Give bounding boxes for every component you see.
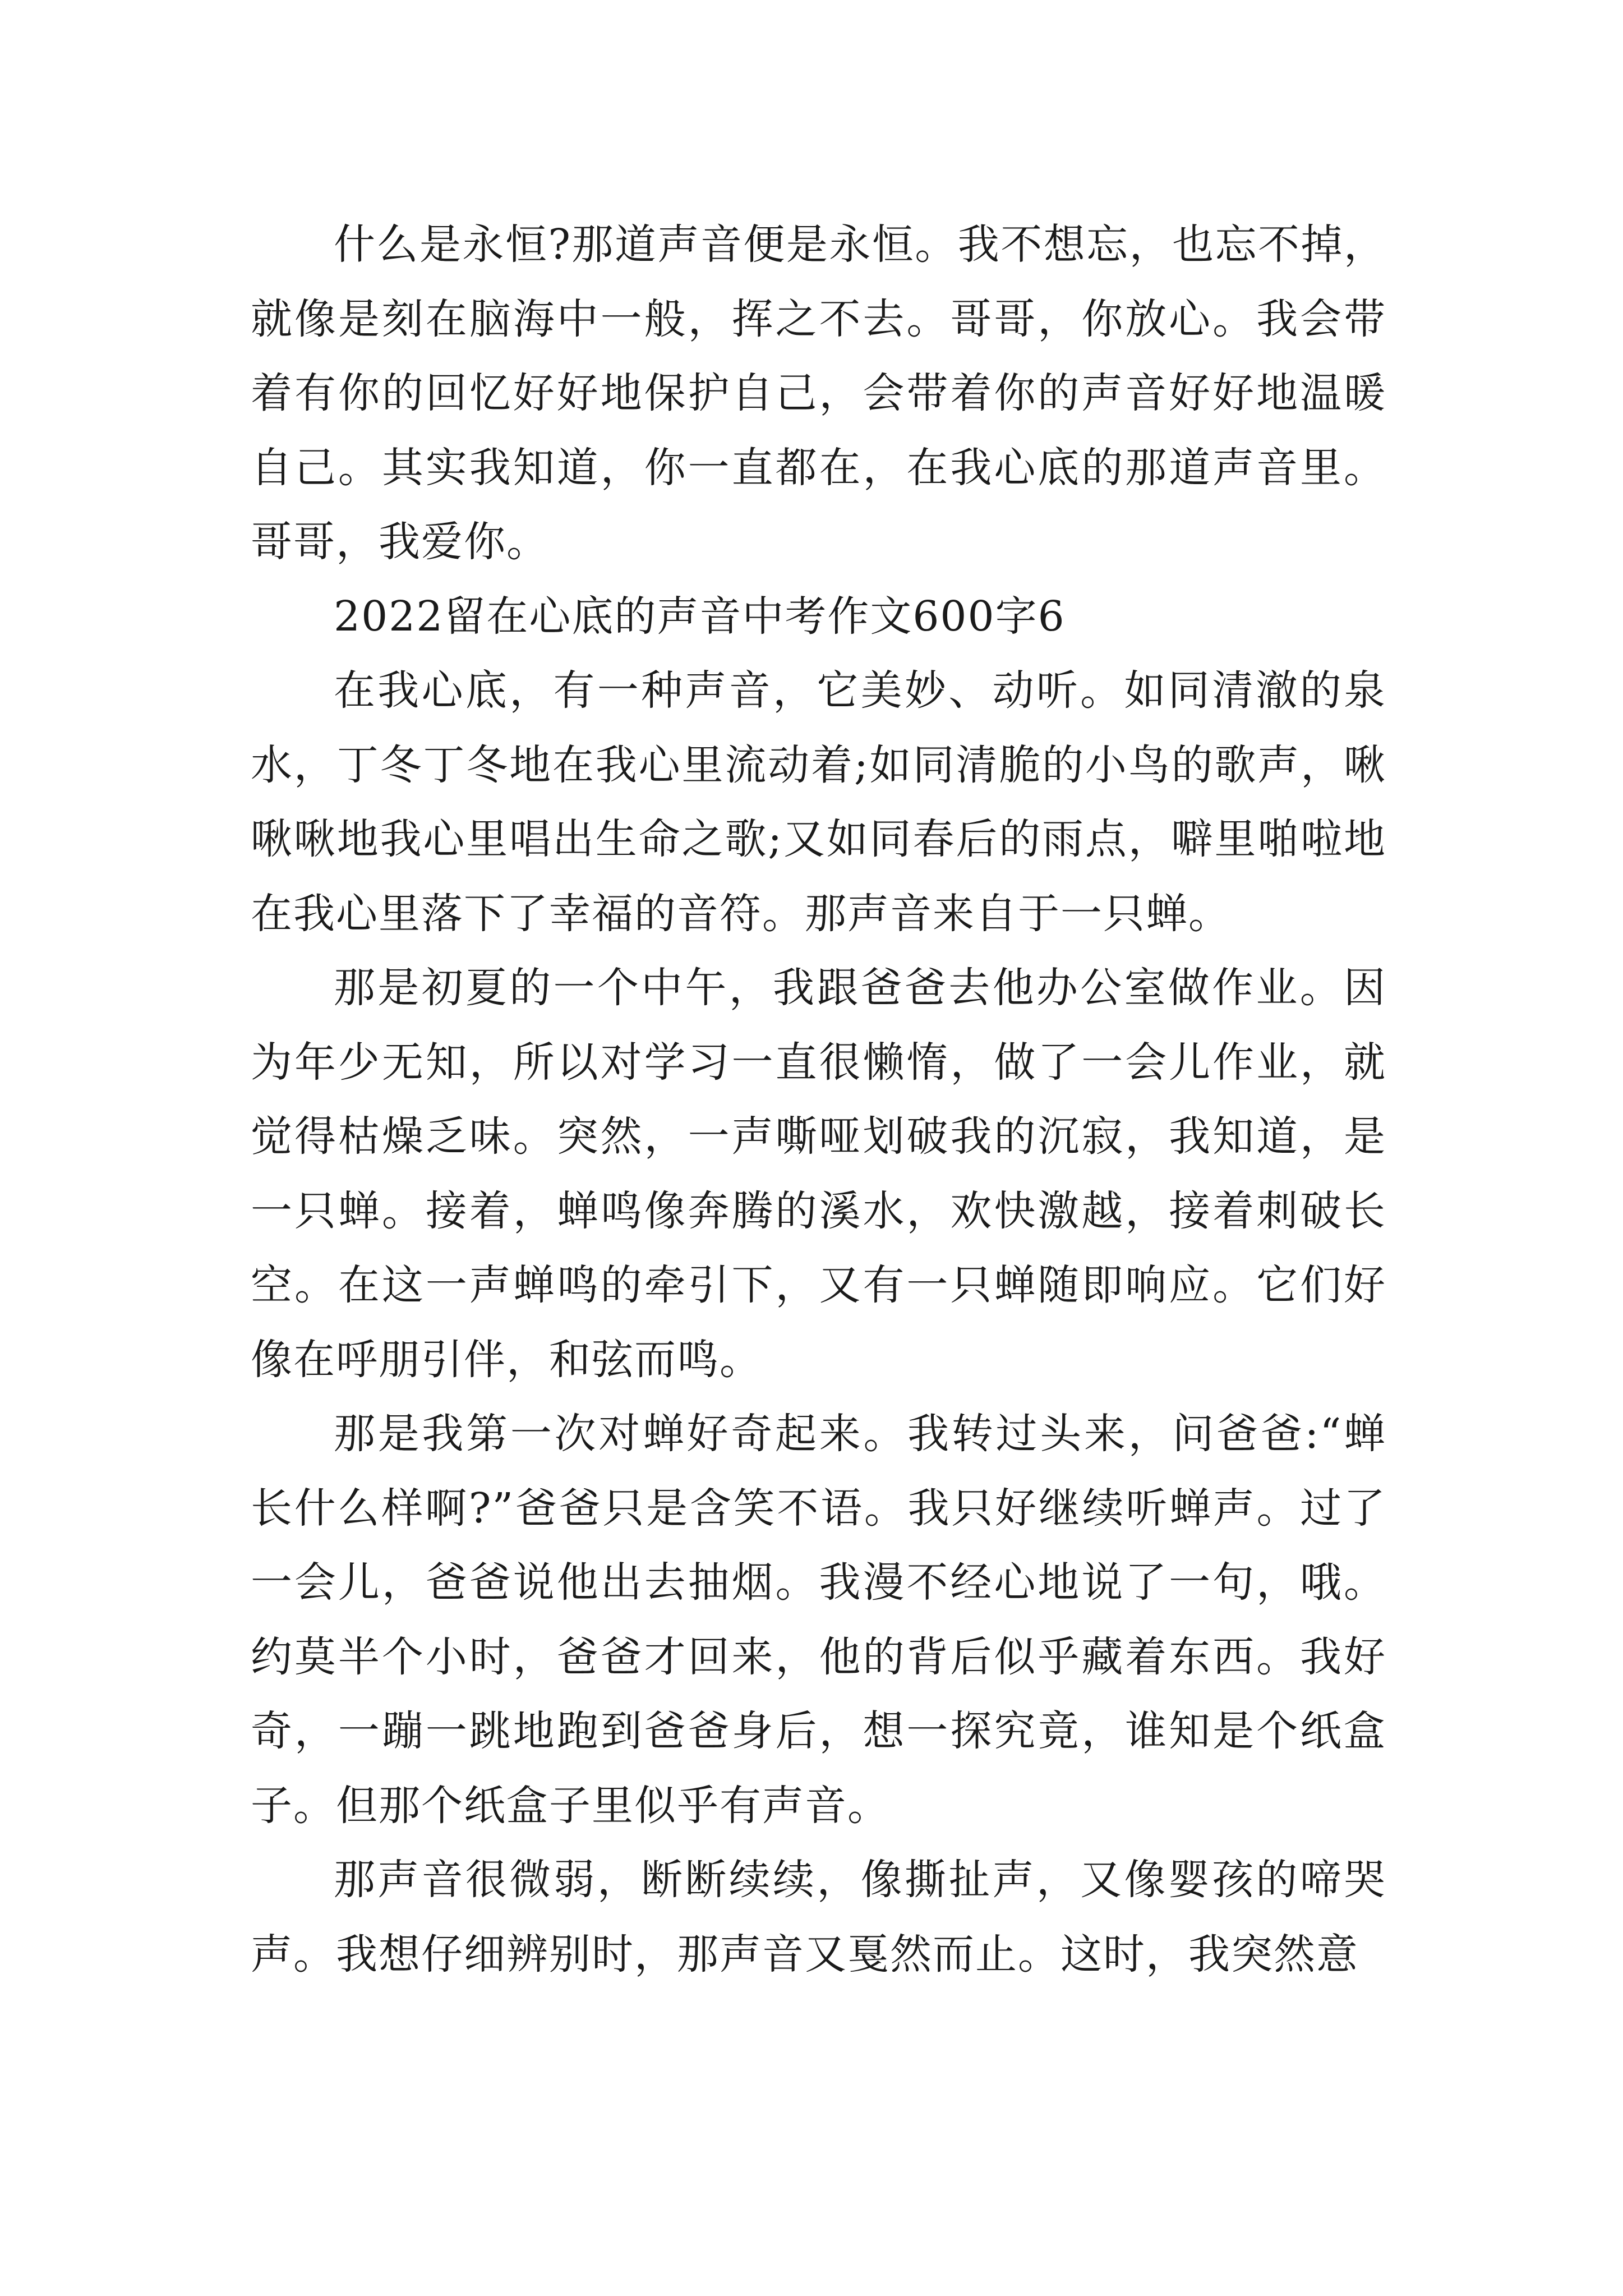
section-heading: 2022留在心底的声音中考作文600字6 <box>334 592 1066 641</box>
paragraph-4: 那是我第一次对蝉好奇起来。我转过头来，问爸爸:“蝉长什么样啊?”爸爸只是含笑不语。我只好继续听蝉声。过了一会儿，爸爸说他出去抽烟。我漫不经心地说了一句，哦。约莫半个小时，爸爸才回来，他的背后似乎藏着东西。我好奇，一蹦一跳地跑到爸爸身后，想一探究竟，谁知是个纸盒子。但那个纸盒子里似乎有声音。 <box>251 1410 1386 1830</box>
paragraph-5: 那声音很微弱，断断续续，像撕扯声，又像婴孩的啼哭声。我想仔细辨别时，那声音又戛然而止。这时，我突然意 <box>251 1856 1386 1978</box>
paragraph-3: 那是初夏的一个中午，我跟爸爸去他办公室做作业。因为年少无知，所以对学习一直很懒惰，做了一会儿作业，就觉得枯燥乏味。突然，一声嘶哑划破我的沉寂，我知道，是一只蝉。接着，蝉鸣像奔腾的溪水，欢快激越，接着刺破长空。在这一声蝉鸣的牵引下，又有一只蝉随即响应。它们好像在呼朋引伴，和弦而鸣。 <box>251 964 1386 1384</box>
paragraph-2: 在我心底，有一种声音，它美妙、动听。如同清澈的泉水，丁冬丁冬地在我心里流动着;如同清脆的小鸟的歌声，啾啾啾地我心里唱出生命之歌;又如同春后的雨点，噼里啪啦地在我心里落下了幸福的音符。那声音来自于一只蝉。 <box>251 666 1386 938</box>
paragraph-1: 什么是永恒?那道声音便是永恒。我不想忘，也忘不掉，就像是刻在脑海中一般，挥之不去。哥哥，你放心。我会带着有你的回忆好好地保护自己，会带着你的声音好好地温暖自己。其实我知道，你一直都在，在我心底的那道声音里。哥哥，我爱你。 <box>251 220 1386 566</box>
document-body <box>251 208 1386 1991</box>
